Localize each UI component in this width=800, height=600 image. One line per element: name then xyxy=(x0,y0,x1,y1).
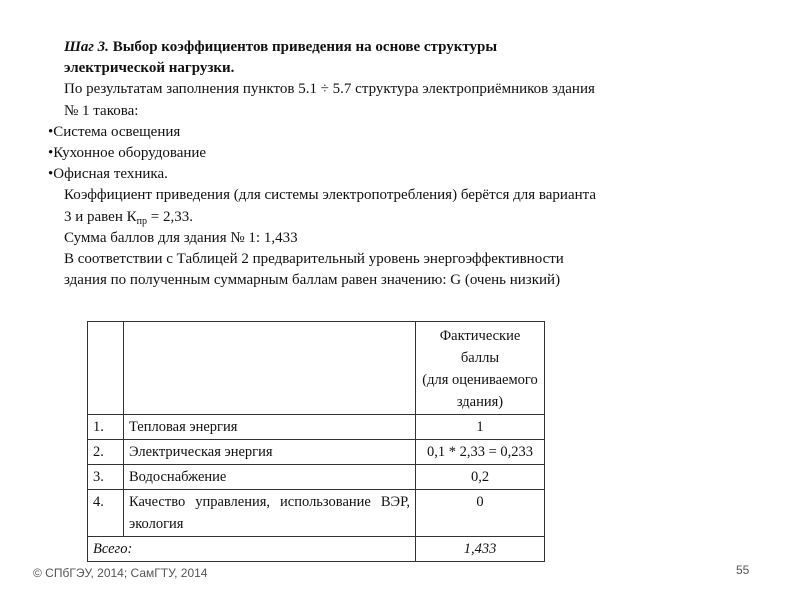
paragraph-coefficient-line1: Коэффициент приведения (для системы электропотребления) берётся для варианта xyxy=(64,187,597,204)
row-name: Тепловая энергия xyxy=(124,415,416,440)
total-label: Всего: xyxy=(88,537,416,562)
slide-text xyxy=(48,37,744,291)
row-number: 2. xyxy=(88,440,124,465)
paragraph-level-line1: В соответствии с Таблицей 2 предварительный уровень энергоэффективности xyxy=(64,251,564,268)
paragraph-structure-line2: № 1 такова: xyxy=(64,102,139,119)
total-score: 1,433 xyxy=(416,537,545,562)
row-name: Водоснабжение xyxy=(124,465,416,490)
bullet-kitchen: •Кухонное оборудование xyxy=(48,145,207,162)
row-name: Качество управления, использование ВЭР, экология xyxy=(124,490,416,537)
step-label: Шаг 3. xyxy=(64,39,109,55)
table-row xyxy=(88,465,545,490)
footer-copyright: © СПбГЭУ, 2014; СамГТУ, 2014 xyxy=(33,566,208,580)
row-score: 1 xyxy=(416,415,545,440)
paragraph-level-line2: здания по полученным суммарным баллам равен значению: G (очень низкий) xyxy=(64,272,561,289)
row-number: 3. xyxy=(88,465,124,490)
header-score-line3: здания) xyxy=(456,394,504,410)
row-name: Электрическая энергия xyxy=(124,440,416,465)
header-score-line2: (для оцениваемого xyxy=(422,372,538,388)
step-heading-line2: электрической нагрузки. xyxy=(64,60,235,77)
step-heading xyxy=(54,37,744,58)
table-row xyxy=(88,490,545,537)
bullet-lighting: •Система освещения xyxy=(48,123,181,140)
header-cell-name xyxy=(124,322,416,415)
header-cell-score xyxy=(416,322,545,415)
row-number: 4. xyxy=(88,490,124,537)
header-score-line1: Фактические баллы xyxy=(439,328,521,366)
table-header-row xyxy=(88,322,545,415)
bullet-office: •Офисная техника. xyxy=(48,166,168,183)
table-row xyxy=(88,415,545,440)
table-row xyxy=(88,440,545,465)
coefficient-subscript: пр xyxy=(136,215,147,227)
table-total-row xyxy=(88,537,545,562)
header-cell-number xyxy=(88,322,124,415)
paragraph-coefficient-line2 xyxy=(54,207,744,228)
coefficient-value: = 2,33. xyxy=(146,208,193,225)
coefficient-prefix: 3 и равен К xyxy=(64,208,137,225)
step-title: Выбор коэффициентов приведения на основе структуры xyxy=(108,39,498,55)
row-score: 0,1 * 2,33 = 0,233 xyxy=(416,440,545,465)
row-score: 0 xyxy=(416,490,545,537)
sum-line: Сумма баллов для здания № 1: 1,433 xyxy=(64,229,298,246)
row-number: 1. xyxy=(88,415,124,440)
scores-table xyxy=(87,321,545,562)
page-number: 55 xyxy=(736,563,750,577)
paragraph-structure-line1: По результатам заполнения пунктов 5.1 ÷ 5.7 структура электроприёмников здания xyxy=(64,81,595,98)
row-score: 0,2 xyxy=(416,465,545,490)
